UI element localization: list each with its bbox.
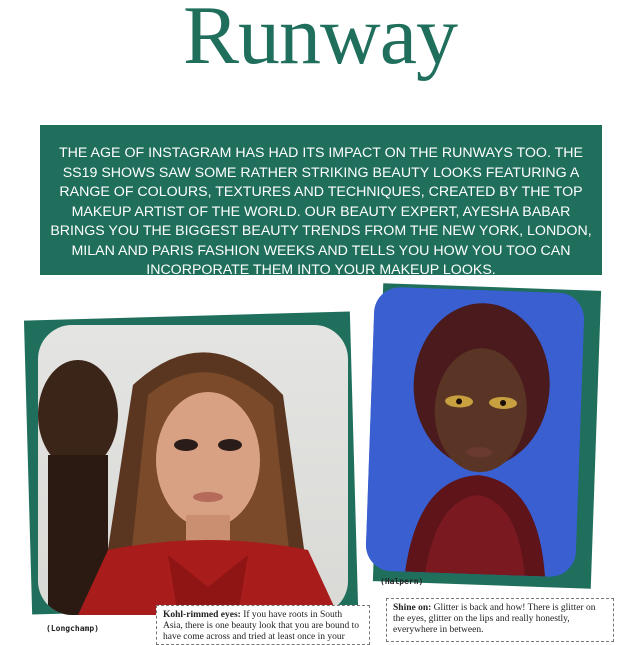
box-heading: Shine on:: [393, 603, 432, 613]
box-text: If you have roots in South Asia, there is one beauty look that you are bound to have come across and tried at least once in your: [163, 610, 360, 642]
page-title: Runway: [183, 0, 457, 82]
text-box-kohl: [156, 605, 370, 645]
runway-photo-halpern: [365, 286, 585, 577]
photo-caption: (Longchamp): [46, 624, 99, 633]
runway-photo-longchamp: [38, 325, 348, 615]
portrait-illustration: [38, 325, 348, 615]
photo-caption: (Halpern): [380, 577, 424, 586]
box-text: Glitter is back and how! There is glitter on the eyes, glitter on the lips and really honestly, everywhere in between.: [393, 603, 596, 635]
box-heading: Kohl-rimmed eyes:: [163, 610, 241, 620]
intro-banner: THE AGE OF INSTAGRAM HAS HAD ITS IMPACT ON THE RUNWAYS TOO. THE SS19 SHOWS SAW SOME RATHER STRIKING BEAUTY LOOKS FEATURING A RANGE OF COLOURS, TEXTURES AND TECHNIQUES, CREATED BY THE TOP MAKEUP ARTIST OF THE WORLD. OUR BEAUTY EXPERT, AYESHA BABAR BRINGS YOU THE BIGGEST BEAUTY TRENDS FROM THE NEW YORK, LONDON, MILAN AND PARIS FASHION WEEKS AND TELLS YOU HOW YOU TOO CAN INCORPORATE THEM INTO YOUR MAKEUP LOOKS.: [40, 125, 602, 275]
portrait-illustration: [365, 286, 585, 577]
text-box-glitter: [386, 598, 614, 642]
